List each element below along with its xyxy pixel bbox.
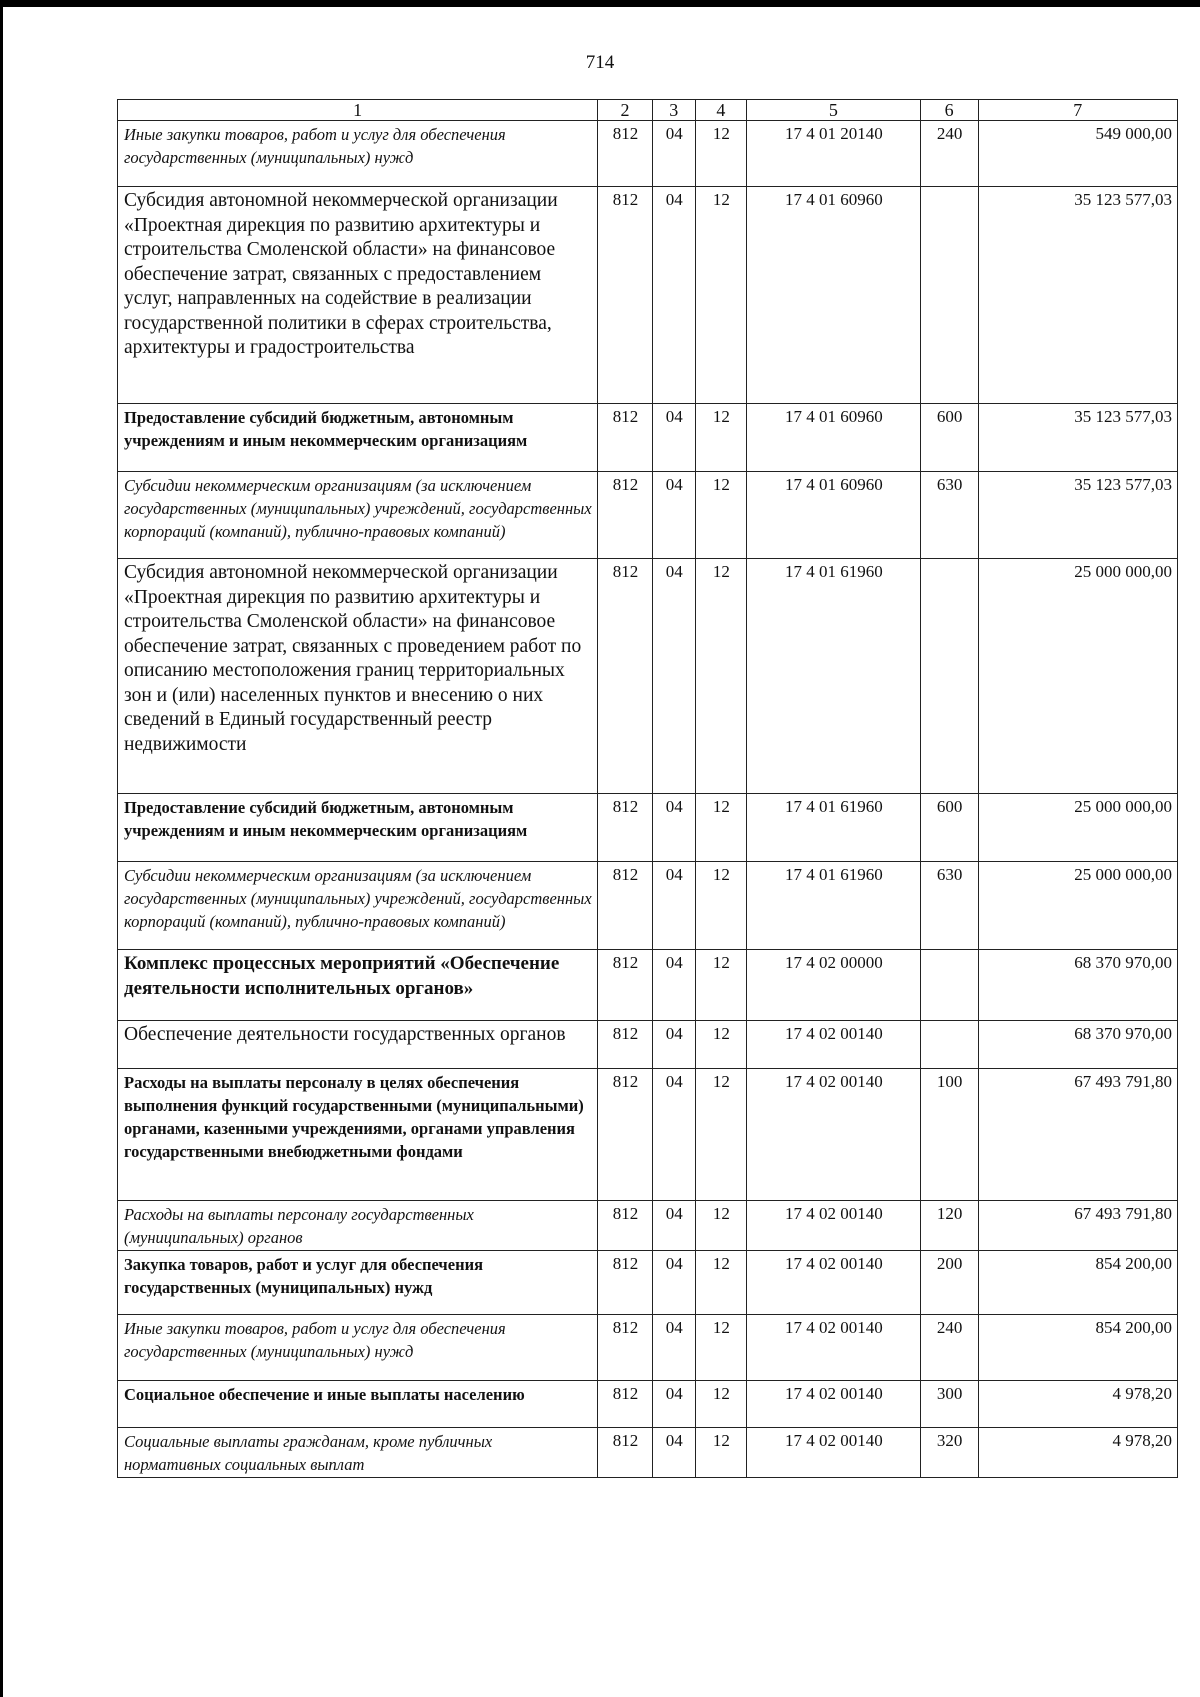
row-name-cell: Предоставление субсидий бюджетным, автономным учреждениям и иным некоммерческим организациям: [118, 794, 598, 862]
table-row: [118, 1069, 1178, 1201]
row-name-cell: Иные закупки товаров, работ и услуг для обеспечения государственных (муниципальных) нужд: [118, 1315, 598, 1381]
amount-cell: 67 493 791,80: [978, 1201, 1177, 1251]
row-name-cell: Комплекс процессных мероприятий «Обеспечение деятельности исполнительных органов»: [118, 950, 598, 1021]
grbs-code-cell: 812: [598, 472, 653, 559]
grbs-code-cell: 812: [598, 1381, 653, 1428]
subsection-code-cell: 12: [695, 1428, 746, 1478]
grbs-code-cell: 812: [598, 187, 653, 404]
table-row: [118, 1201, 1178, 1251]
expense-type-cell: 100: [920, 1069, 978, 1201]
expense-type-cell: 240: [920, 1315, 978, 1381]
amount-cell: 25 000 000,00: [978, 559, 1177, 794]
amount-cell: 549 000,00: [978, 121, 1177, 187]
subsection-code-cell: 12: [695, 559, 746, 794]
expense-type-cell: 630: [920, 472, 978, 559]
expense-type-cell: 630: [920, 862, 978, 950]
target-article-cell: 17 4 02 00140: [747, 1428, 921, 1478]
section-code-cell: 04: [652, 950, 695, 1021]
table-row: [118, 121, 1178, 187]
expense-type-cell: 300: [920, 1381, 978, 1428]
column-header: 2: [598, 100, 653, 121]
subsection-code-cell: 12: [695, 1201, 746, 1251]
row-name-cell: Расходы на выплаты персоналу в целях обеспечения выполнения функций государственными (муниципальными) органами, казенными учреждениями, органами управления государственными внебюджетными фондами: [118, 1069, 598, 1201]
row-name-cell: Расходы на выплаты персоналу государственных (муниципальных) органов: [118, 1201, 598, 1251]
subsection-code-cell: 12: [695, 862, 746, 950]
target-article-cell: 17 4 02 00140: [747, 1315, 921, 1381]
table-row: [118, 472, 1178, 559]
amount-cell: 854 200,00: [978, 1315, 1177, 1381]
target-article-cell: 17 4 02 00140: [747, 1251, 921, 1315]
grbs-code-cell: 812: [598, 1251, 653, 1315]
section-code-cell: 04: [652, 559, 695, 794]
column-header: 1: [118, 100, 598, 121]
subsection-code-cell: 12: [695, 187, 746, 404]
grbs-code-cell: 812: [598, 1428, 653, 1478]
amount-cell: 25 000 000,00: [978, 862, 1177, 950]
table-row: [118, 862, 1178, 950]
amount-cell: 4 978,20: [978, 1381, 1177, 1428]
table-row: [118, 187, 1178, 404]
subsection-code-cell: 12: [695, 472, 746, 559]
subsection-code-cell: 12: [695, 1069, 746, 1201]
section-code-cell: 04: [652, 1428, 695, 1478]
row-name-cell: Социальные выплаты гражданам, кроме публичных нормативных социальных выплат: [118, 1428, 598, 1478]
section-code-cell: 04: [652, 472, 695, 559]
expense-type-cell: 120: [920, 1201, 978, 1251]
expense-type-cell: 320: [920, 1428, 978, 1478]
table-row: [118, 1381, 1178, 1428]
target-article-cell: 17 4 01 60960: [747, 404, 921, 472]
expense-type-cell: 200: [920, 1251, 978, 1315]
scan-border-top: [0, 0, 1200, 7]
expense-type-cell: [920, 1021, 978, 1069]
amount-cell: 67 493 791,80: [978, 1069, 1177, 1201]
grbs-code-cell: 812: [598, 1069, 653, 1201]
column-header: 3: [652, 100, 695, 121]
subsection-code-cell: 12: [695, 121, 746, 187]
row-name-cell: Иные закупки товаров, работ и услуг для обеспечения государственных (муниципальных) нужд: [118, 121, 598, 187]
grbs-code-cell: 812: [598, 404, 653, 472]
target-article-cell: 17 4 02 00000: [747, 950, 921, 1021]
table-header-row: [118, 100, 1178, 121]
section-code-cell: 04: [652, 1381, 695, 1428]
section-code-cell: 04: [652, 121, 695, 187]
subsection-code-cell: 12: [695, 1315, 746, 1381]
amount-cell: 4 978,20: [978, 1428, 1177, 1478]
expense-type-cell: [920, 559, 978, 794]
target-article-cell: 17 4 01 20140: [747, 121, 921, 187]
table-row: [118, 1315, 1178, 1381]
column-header: 7: [978, 100, 1177, 121]
section-code-cell: 04: [652, 404, 695, 472]
scan-border-left: [0, 0, 3, 1697]
amount-cell: 35 123 577,03: [978, 404, 1177, 472]
row-name-cell: Закупка товаров, работ и услуг для обеспечения государственных (муниципальных) нужд: [118, 1251, 598, 1315]
target-article-cell: 17 4 02 00140: [747, 1381, 921, 1428]
expense-type-cell: 600: [920, 404, 978, 472]
column-header: 4: [695, 100, 746, 121]
row-name-cell: Предоставление субсидий бюджетным, автономным учреждениям и иным некоммерческим организациям: [118, 404, 598, 472]
row-name-cell: Социальное обеспечение и иные выплаты населению: [118, 1381, 598, 1428]
amount-cell: 35 123 577,03: [978, 472, 1177, 559]
grbs-code-cell: 812: [598, 950, 653, 1021]
grbs-code-cell: 812: [598, 1021, 653, 1069]
subsection-code-cell: 12: [695, 1251, 746, 1315]
grbs-code-cell: 812: [598, 862, 653, 950]
amount-cell: 854 200,00: [978, 1251, 1177, 1315]
subsection-code-cell: 12: [695, 950, 746, 1021]
amount-cell: 25 000 000,00: [978, 794, 1177, 862]
section-code-cell: 04: [652, 1069, 695, 1201]
subsection-code-cell: 12: [695, 1381, 746, 1428]
section-code-cell: 04: [652, 1201, 695, 1251]
section-code-cell: 04: [652, 1251, 695, 1315]
grbs-code-cell: 812: [598, 1201, 653, 1251]
expense-type-cell: [920, 187, 978, 404]
table-row: [118, 404, 1178, 472]
table-row: [118, 794, 1178, 862]
target-article-cell: 17 4 01 61960: [747, 794, 921, 862]
amount-cell: 68 370 970,00: [978, 1021, 1177, 1069]
table-row: [118, 950, 1178, 1021]
grbs-code-cell: 812: [598, 794, 653, 862]
expense-type-cell: [920, 950, 978, 1021]
section-code-cell: 04: [652, 1021, 695, 1069]
row-name-cell: Обеспечение деятельности государственных органов: [118, 1021, 598, 1069]
table-row: [118, 1428, 1178, 1478]
section-code-cell: 04: [652, 187, 695, 404]
page-number: 714: [585, 52, 615, 73]
target-article-cell: 17 4 01 61960: [747, 559, 921, 794]
row-name-cell: Субсидия автономной некоммерческой организации «Проектная дирекция по развитию архитектуры и строительства Смоленской области» на финансовое обеспечение затрат, связанных с проведением работ по описанию местоположения границ территориальных зон и (или) населенных пунктов и внесению о них сведений в Единый государственный реестр недвижимости: [118, 559, 598, 794]
budget-table: [117, 99, 1178, 1478]
row-name-cell: Субсидия автономной некоммерческой организации «Проектная дирекция по развитию архитектуры и строительства Смоленской области» на финансовое обеспечение затрат, связанных с предоставлением услуг, направленных на содействие в реализации государственной политики в сферах строительства, архитектуры и градостроительства: [118, 187, 598, 404]
expense-type-cell: 240: [920, 121, 978, 187]
table-row: [118, 1021, 1178, 1069]
target-article-cell: 17 4 02 00140: [747, 1069, 921, 1201]
target-article-cell: 17 4 01 60960: [747, 187, 921, 404]
amount-cell: 68 370 970,00: [978, 950, 1177, 1021]
target-article-cell: 17 4 02 00140: [747, 1021, 921, 1069]
target-article-cell: 17 4 01 60960: [747, 472, 921, 559]
table-row: [118, 1251, 1178, 1315]
section-code-cell: 04: [652, 1315, 695, 1381]
column-header: 5: [747, 100, 921, 121]
grbs-code-cell: 812: [598, 1315, 653, 1381]
target-article-cell: 17 4 01 61960: [747, 862, 921, 950]
row-name-cell: Субсидии некоммерческим организациям (за исключением государственных (муниципальных) учреждений, государственных корпораций (компаний), публично-правовых компаний): [118, 862, 598, 950]
amount-cell: 35 123 577,03: [978, 187, 1177, 404]
section-code-cell: 04: [652, 862, 695, 950]
subsection-code-cell: 12: [695, 404, 746, 472]
expense-type-cell: 600: [920, 794, 978, 862]
subsection-code-cell: 12: [695, 1021, 746, 1069]
grbs-code-cell: 812: [598, 121, 653, 187]
column-header: 6: [920, 100, 978, 121]
table-row: [118, 559, 1178, 794]
target-article-cell: 17 4 02 00140: [747, 1201, 921, 1251]
section-code-cell: 04: [652, 794, 695, 862]
subsection-code-cell: 12: [695, 794, 746, 862]
grbs-code-cell: 812: [598, 559, 653, 794]
row-name-cell: Субсидии некоммерческим организациям (за исключением государственных (муниципальных) учреждений, государственных корпораций (компаний), публично-правовых компаний): [118, 472, 598, 559]
